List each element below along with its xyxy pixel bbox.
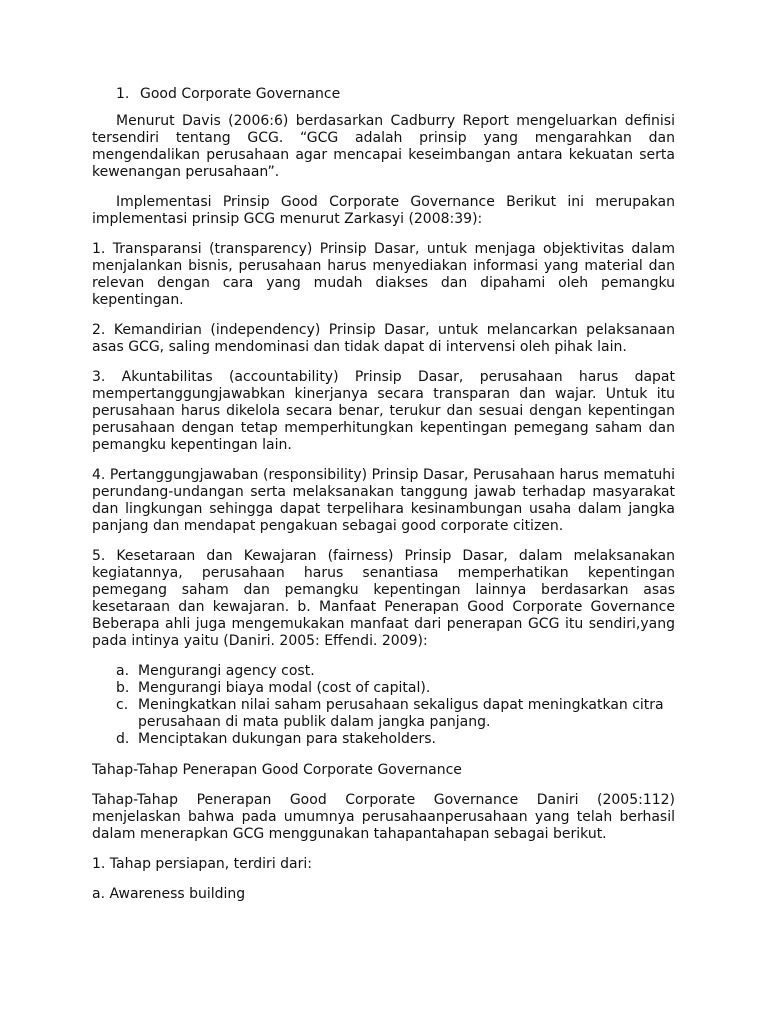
section-heading-number: 1.: [116, 86, 130, 102]
paragraph-davis-definition: Menurut Davis (2006:6) berdasarkan Cadburry Report mengeluarkan definisi tersendiri tentang GCG. “GCG adalah prinsip yang mengarahkan dan mengendalikan perusahaan agar mencapai keseimbangan antara kekuatan serta kewenangan perusahaan”.: [92, 113, 675, 180]
paragraph-stages: Tahap-Tahap Penerapan Good Corporate Governance Daniri (2005:112) menjelaskan bahwa pada umumnya perusahaanperusahaan yang telah berhasil dalam menerapkan GCG menggunakan tahapantahapan sebagai berikut.: [92, 792, 675, 842]
benefits-list: [92, 663, 675, 748]
paragraph-independency: 2. Kemandirian (independency) Prinsip Dasar, untuk melancarkan pelaksanaan asas GCG, saling mendominasi dan tidak dapat di intervensi oleh pihak lain.: [92, 322, 675, 355]
section-heading-text: Good Corporate Governance: [140, 86, 341, 102]
list-item: [116, 663, 675, 680]
list-item-marker: d.: [116, 731, 130, 747]
stages-title: Tahap-Tahap Penerapan Good Corporate Governance: [92, 762, 462, 778]
list-item-marker: a.: [116, 663, 130, 679]
stage-preparation: 1. Tahap persiapan, terdiri dari:: [92, 856, 312, 872]
stage-awareness-building: a. Awareness building: [92, 886, 246, 902]
section-heading: [92, 86, 675, 103]
paragraph-transparency: 1. Transparansi (transparency) Prinsip Dasar, untuk menjaga objektivitas dalam menjalankan bisnis, perusahaan harus menyediakan informasi yang material dan relevan dengan cara yang mudah diakses dan dipahami oleh pemangku kepentingan.: [92, 241, 675, 308]
list-item-marker: c.: [116, 697, 129, 713]
paragraph-responsibility: 4. Pertanggungjawaban (responsibility) Prinsip Dasar, Perusahaan harus mematuhi perundang-undangan serta melaksanakan tanggung jawab terhadap masyarakat dan lingkungan sehingga dapat terpelihara kesinambungan usaha dalam jangka panjang dan mendapat pengakuan sebagai good corporate citizen.: [92, 467, 675, 534]
list-item-text: Menciptakan dukungan para stakeholders.: [138, 731, 437, 747]
paragraph-implementation-intro: Implementasi Prinsip Good Corporate Governance Berikut ini merupakan implementasi prinsip GCG menurut Zarkasyi (2008:39):: [92, 194, 675, 227]
list-item-text: Meningkatkan nilai saham perusahaan sekaligus dapat meningkatkan citra perusahaan di mata publik dalam jangka panjang.: [138, 697, 664, 730]
list-item-marker: b.: [116, 680, 130, 696]
list-item-text: Mengurangi agency cost.: [138, 663, 315, 679]
list-item: [116, 731, 675, 748]
list-item: [116, 697, 675, 731]
list-item-text: Mengurangi biaya modal (cost of capital).: [138, 680, 431, 696]
document-page: [92, 86, 675, 916]
paragraph-accountability: 3. Akuntabilitas (accountability) Prinsip Dasar, perusahaan harus dapat mempertanggungjawabkan kinerjanya secara transparan dan wajar. Untuk itu perusahaan harus dikelola secara benar, terukur dan sesuai dengan kepentingan perusahaan dengan tetap memperhitungkan kepentingan pemegang saham dan pemangku kepentingan lain.: [92, 369, 675, 453]
list-item: [116, 680, 675, 697]
paragraph-fairness: 5. Kesetaraan dan Kewajaran (fairness) Prinsip Dasar, dalam melaksanakan kegiatannya, perusahaan harus senantiasa memperhatikan kepentingan pemegang saham dan pemangku kepentingan lainnya berdasarkan asas kesetaraan dan kewajaran. b. Manfaat Penerapan Good Corporate Governance Beberapa ahli juga mengemukakan manfaat dari penerapan GCG itu sendiri,yang pada intinya yaitu (Daniri. 2005: Effendi. 2009):: [92, 548, 675, 649]
